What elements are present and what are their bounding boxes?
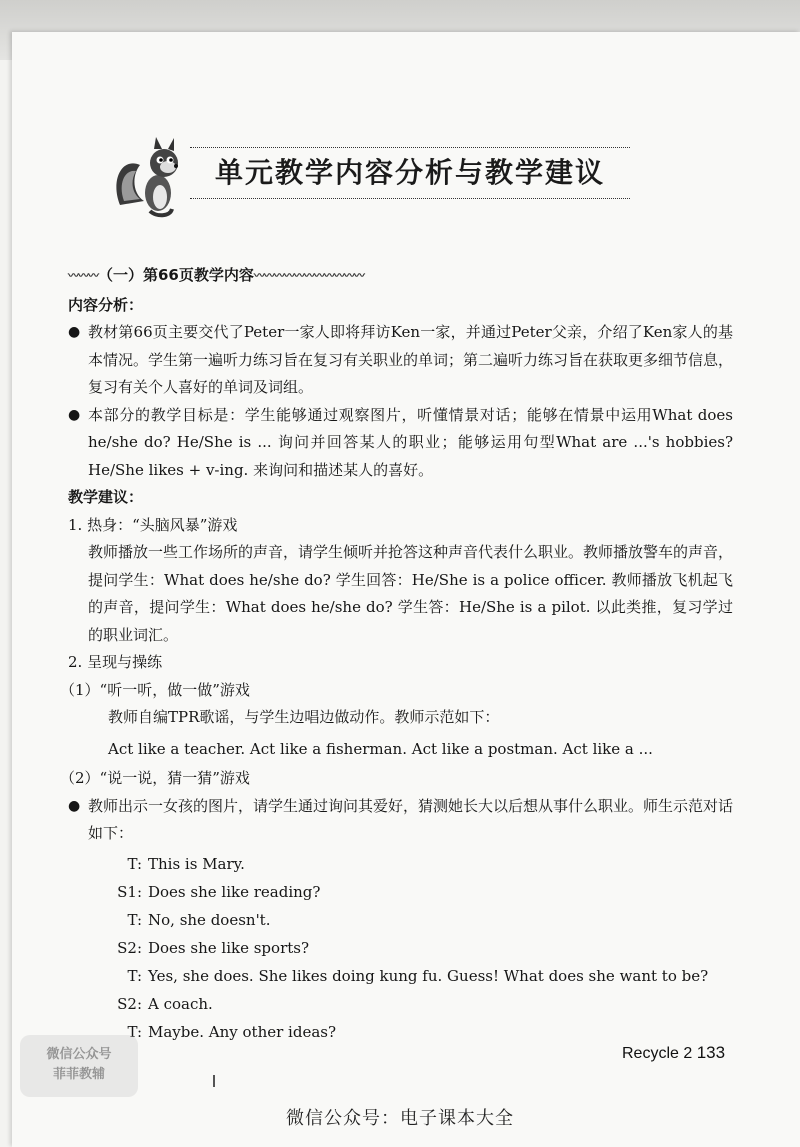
section-title: （一）第66页教学内容 — [98, 266, 254, 284]
dialog-block — [68, 850, 733, 1046]
dialog-line: T: Maybe. Any other ideas? — [127, 1022, 337, 1041]
dialog-line: S2: Does she like sports? — [117, 938, 310, 957]
page-title: 单元教学内容分析与教学建议 — [215, 156, 606, 189]
analysis-bullet: ● 教材第66页主要交代了Peter一家人即将拜访Ken一家，并通过Peter父亲，介绍了Ken家人的基本情况。学生第一遍听力练习旨在复习有关职业的单词；第二遍听力练习旨在获取更多细节信息，复习有关个人喜好的单词及词组。 — [68, 319, 733, 402]
bullet-icon: ● — [68, 406, 81, 423]
suggestions-label: 教学建议： — [68, 488, 144, 506]
dialog-line: S1: Does she like reading? — [117, 882, 321, 901]
bullet-icon: ● — [68, 797, 81, 814]
analysis-bullet: ● 本部分的教学目标是：学生能够通过观察图片，听懂情景对话；能够在情景中运用What does he/she do? He/She is ... 询问并回答某人的职业；能够运用句型What are ...'s hobbies? He/She likes + v-ing. 来询问和描述某人的喜好。 — [68, 402, 733, 485]
main-content — [60, 262, 734, 1046]
bottom-caption: 微信公众号：电子课本大全 — [286, 1108, 514, 1129]
dialog-line: S2: A coach. — [117, 994, 213, 1013]
item1-title: 1. 热身：“头脑风暴”游戏 — [68, 515, 238, 534]
item2-title: 2. 呈现与操练 — [68, 653, 163, 671]
bullet-icon: ● — [68, 324, 81, 340]
header-bottom-rule — [190, 198, 630, 199]
scan-mark — [213, 1075, 215, 1087]
dialog-line: T: Yes, she does. She likes doing kung fu. Guess! What does she want to be? — [127, 966, 709, 985]
squirrel-mascot-icon — [110, 135, 190, 220]
wave-decoration-right: 〰〰〰〰〰〰〰〰〰〰〰 — [253, 269, 364, 282]
watermark-badge: 微信公众号 菲菲教辅 — [20, 1035, 138, 1097]
sub1-example: Act like a teacher. Act like a fisherman. Act like a postman. Act like a ... — [108, 739, 653, 758]
content-analysis-label: 内容分析： — [68, 295, 144, 314]
unit-label: Recycle 2 — [622, 1045, 693, 1062]
sub2-bullet: ● 教师出示一女孩的图片，请学生通过询问其爱好，猜测她长大以后想从事什么职业。师生示范对话如下： — [68, 793, 733, 848]
sub1-title: （1）“听一听，做一做”游戏 — [60, 680, 250, 699]
item1-text: 教师播放一些工作场所的声音，请学生倾听并抢答这种声音代表什么职业。教师播放警车的声音，提问学生：What does he/she do? 学生回答：He/She is a police officer. 教师播放飞机起飞的声音，提问学生：What does he/she do? 学生答：He/She is a pilot. 以此类推，复习学过的职业词汇。 — [88, 543, 734, 644]
page-number: 133 — [696, 1043, 726, 1062]
page-footer — [622, 1043, 725, 1063]
section-heading — [68, 262, 733, 290]
wave-decoration-left: 〰〰〰 — [68, 269, 98, 282]
dialog-line: T: This is Mary. — [127, 854, 245, 873]
sub2-title: （2）“说一说，猜一猜”游戏 — [60, 769, 250, 787]
dialog-line: T: No, she doesn't. — [127, 910, 271, 929]
header-top-rule — [190, 147, 630, 148]
unit-header — [110, 135, 630, 225]
sub1-text: 教师自编TPR歌谣，与学生边唱边做动作。教师示范如下： — [108, 708, 500, 726]
